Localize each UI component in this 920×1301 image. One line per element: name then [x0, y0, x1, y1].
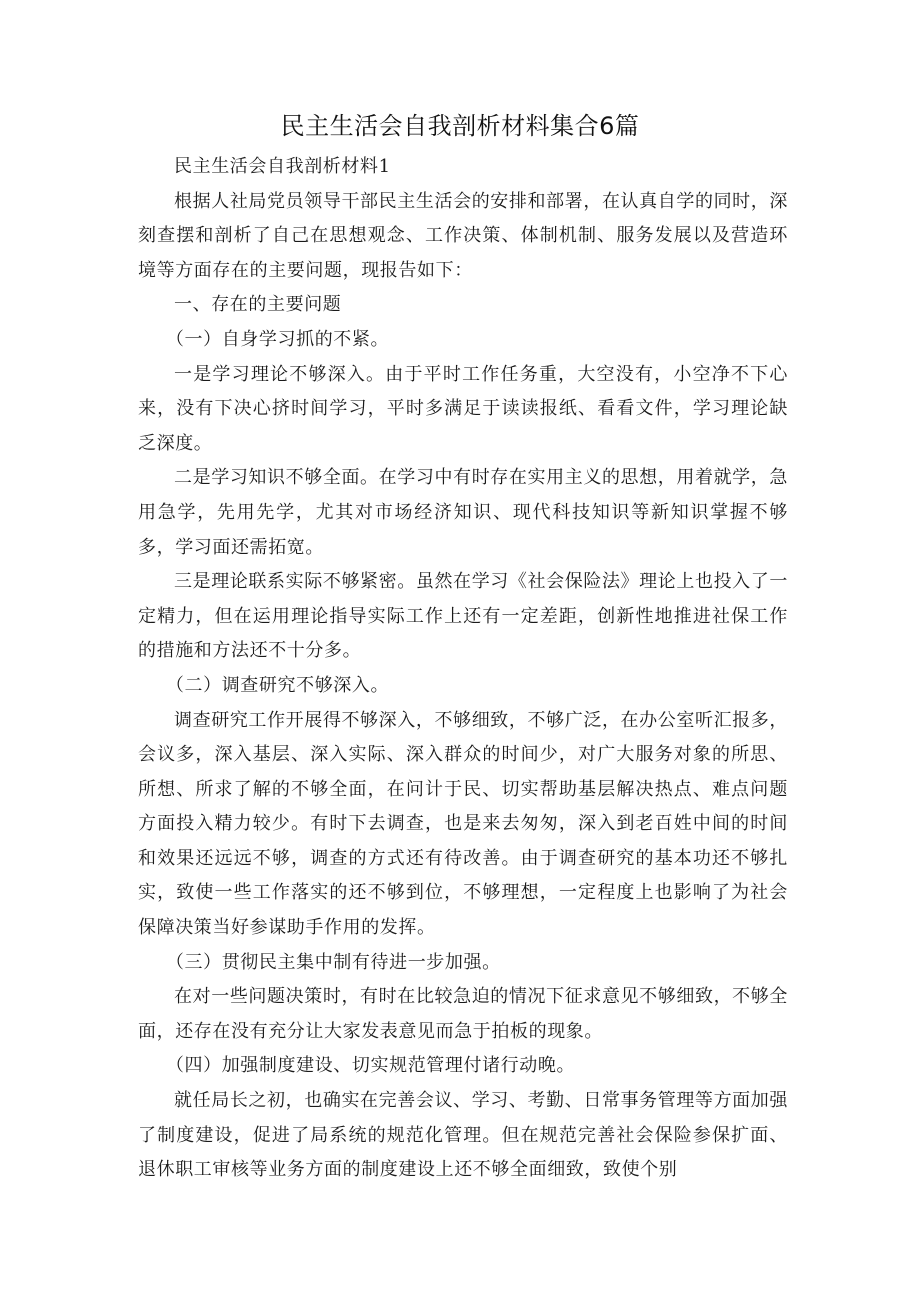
document-title: 民主生活会自我剖析材料集合6篇 [280, 112, 640, 140]
body-paragraph: 一、存在的主要问题 [174, 294, 342, 316]
document-body [138, 150, 788, 1188]
subsection-heading: （四）加强制度建设、切实规范管理付诸行动晚。 [165, 1055, 576, 1077]
body-paragraph: 三是理论联系实际不够紧密。虽然在学习《社会保险法》理论上也投入了一定精力，但在运用理论指导实际工作上还有一定差距，创新性地推进社保工作的措施和方法还不十分多。 [138, 571, 788, 662]
subsection-heading: （三）贯彻民主集中制有待进一步加强。 [165, 951, 501, 973]
body-paragraph: 二是学习知识不够全面。在学习中有时存在实用主义的思想，用着就学，急用急学，先用先学，尤其对市场经济知识、现代科技知识等新知识掌握不够多，学习面还需拓宽。 [138, 467, 788, 558]
body-paragraph: 根据人社局党员领导干部民主生活会的安排和部署，在认真自学的同时，深刻查摆和剖析了自己在思想观念、工作决策、体制机制、服务发展以及营造环境等方面存在的主要问题，现报告如下： [138, 190, 788, 281]
subsection-heading: （二）调查研究不够深入。 [165, 674, 390, 696]
subsection-heading: （一）自身学习抓的不紧。 [165, 328, 390, 350]
body-paragraph: 就任局长之初，也确实在完善会议、学习、考勤、日常事务管理等方面加强了制度建设，促进了局系统的规范化管理。但在规范完善社会保险参保扩面、退休职工审核等业务方面的制度建设上还不够全面细致，致使个别 [138, 1090, 788, 1181]
body-paragraph: 在对一些问题决策时，有时在比较急迫的情况下征求意见不够细致，不够全面，还存在没有充分让大家发表意见而急于拍板的现象。 [138, 986, 788, 1042]
body-paragraph: 一是学习理论不够深入。由于平时工作任务重，大空没有，小空净不下心来，没有下决心挤时间学习，平时多满足于读读报纸、看看文件，学习理论缺乏深度。 [138, 363, 788, 454]
section-heading: 民主生活会自我剖析材料1 [174, 156, 391, 177]
body-paragraph: 调查研究工作开展得不够深入，不够细致，不够广泛，在办公室听汇报多，会议多，深入基层、深入实际、深入群众的时间少，对广大服务对象的所思、所想、所求了解的不够全面，在问计于民、切实帮助基层解决热点、难点问题方面投入精力较少。有时下去调查，也是来去匆匆，深入到老百姓中间的时间和效果还远远不够，调查的方式还有待改善。由于调查研究的基本功还不够扎实，致使一些工作落实的还不够到位，不够理想，一定程度上也影响了为社会保障决策当好参谋助手作用的发挥。 [138, 709, 788, 939]
